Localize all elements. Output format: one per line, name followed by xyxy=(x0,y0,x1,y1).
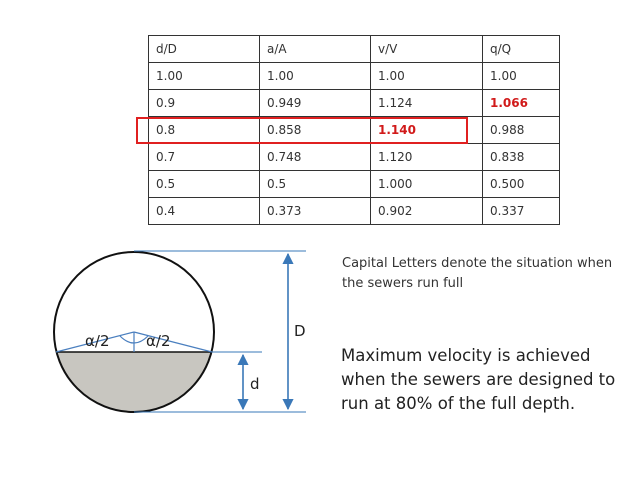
table-cell: 0.748 xyxy=(260,144,371,171)
table-cell: 0.500 xyxy=(483,171,560,198)
table-cell: 1.00 xyxy=(260,63,371,90)
capital-letters-note: Capital Letters denote the situation when the sewers run full xyxy=(342,256,613,291)
max-velocity-cell: 1.140 xyxy=(371,117,483,144)
angle-label-right: α/2 xyxy=(146,332,171,350)
table-cell: 0.902 xyxy=(371,198,483,225)
table-cell: 0.8 xyxy=(149,117,260,144)
table-cell: 1.124 xyxy=(371,90,483,117)
table-cell: 0.7 xyxy=(149,144,260,171)
table-cell: 1.000 xyxy=(371,171,483,198)
table-cell: 0.949 xyxy=(260,90,371,117)
header-cell: v/V xyxy=(371,36,483,63)
table-cell: 0.5 xyxy=(260,171,371,198)
table-cell: 0.858 xyxy=(260,117,371,144)
conclusion-text: Maximum velocity is achieved when the sewers are designed to run at 80% of the full depth. xyxy=(341,346,616,413)
table-cell: 1.00 xyxy=(371,63,483,90)
angle-label-left: α/2 xyxy=(85,332,110,350)
table-cell: 0.5 xyxy=(149,171,260,198)
table-cell: 0.838 xyxy=(483,144,560,171)
table-cell: 1.00 xyxy=(149,63,260,90)
max-discharge-cell: 1.066 xyxy=(483,90,560,117)
header-cell: d/D xyxy=(149,36,260,63)
table-cell: 0.337 xyxy=(483,198,560,225)
header-cell: a/A xyxy=(260,36,371,63)
header-cell: q/Q xyxy=(483,36,560,63)
table-cell: 1.00 xyxy=(483,63,560,90)
table-cell: 0.988 xyxy=(483,117,560,144)
table-cell: 0.9 xyxy=(149,90,260,117)
flow-depth-label: d xyxy=(250,375,260,393)
table-cell: 0.373 xyxy=(260,198,371,225)
water-area xyxy=(40,352,240,432)
table-cell: 1.120 xyxy=(371,144,483,171)
table-cell: 0.4 xyxy=(149,198,260,225)
full-depth-label: D xyxy=(294,322,306,340)
